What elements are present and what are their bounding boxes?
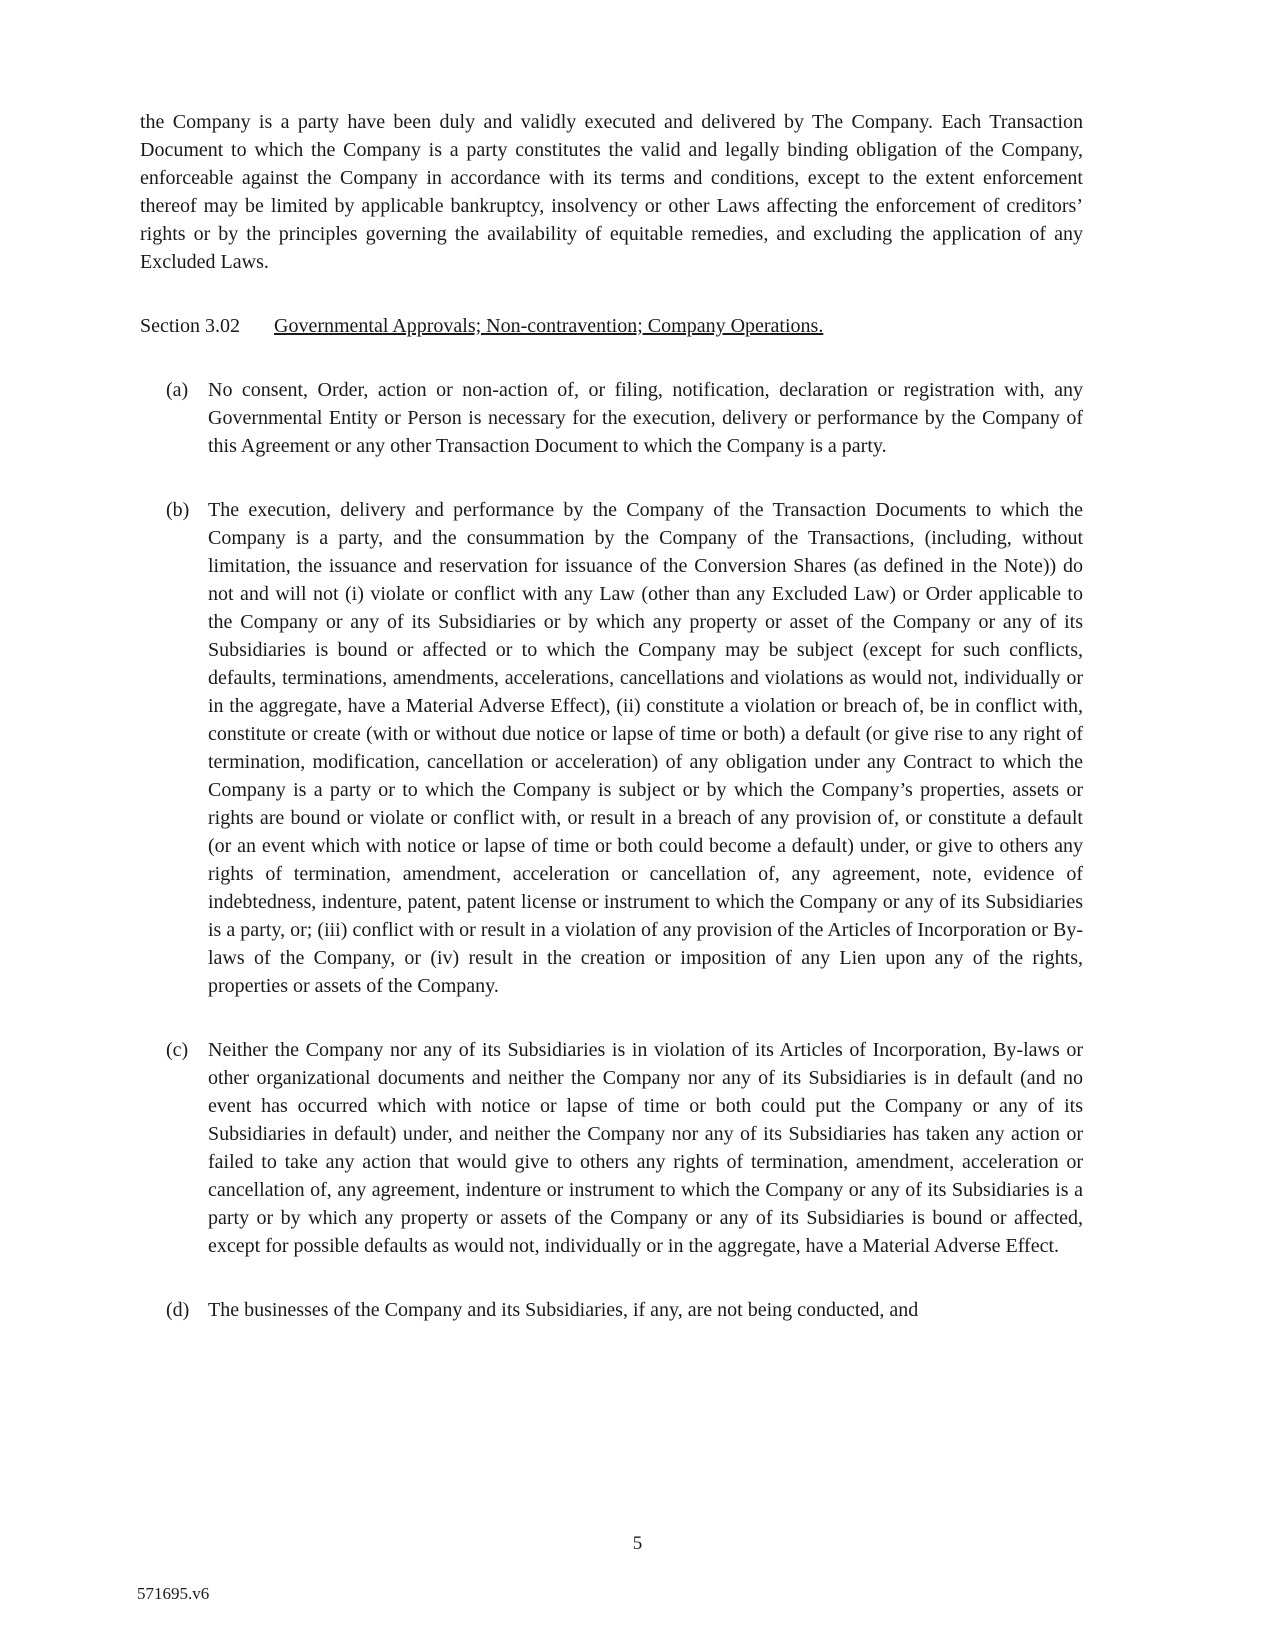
list-item-text: Neither the Company nor any of its Subsidiaries is in violation of its Articles of Incorporation, By-laws or other organizational documents and neither the Company nor any of its Subsidiaries is in default (and no event has occurred which with notice or lapse of time or both could put the Company or any of its Subsidiaries in default) under, and neither the Company nor any of its Subsidiaries has taken any action or failed to take any action that would give to others any rights of termination, amendment, acceleration or cancellation of, any agreement, indenture or instrument to which the Company or any of its Subsidiaries is a party or by which any property or assets of the Company or any of its Subsidiaries is bound or affected, except for possible defaults as would not, individually or in the aggregate, have a Material Adverse Effect. (208, 1039, 1083, 1257)
section-title: Governmental Approvals; Non-contravention; Company Operations. (274, 315, 824, 337)
page-number: 5 (632, 1533, 643, 1554)
list-item-text: The businesses of the Company and its Subsidiaries, if any, are not being conducted, and (208, 1299, 919, 1321)
section-number: Section 3.02 (140, 315, 240, 337)
list-item-text: No consent, Order, action or non-action of, or filing, notification, declaration or registration with, any Governmental Entity or Person is necessary for the execution, delivery or performance by the Company of this Agreement or any other Transaction Document to which the Company is a party. (208, 379, 1083, 457)
list-item-d (140, 1296, 1083, 1324)
intro-paragraph: the Company is a party have been duly and validly executed and delivered by The Company. Each Transaction Document to which the Company is a party constitutes the valid and legally binding obligation of the Company, enforceable against the Company in accordance with its terms and conditions, except to the extent enforcement thereof may be limited by applicable bankruptcy, insolvency or other Laws affecting the enforcement of creditors’ rights or by the principles governing the availability of equitable remedies, and excluding the application of any Excluded Laws. (140, 111, 1083, 273)
list-item-label: (d) (166, 1299, 190, 1321)
section-heading (140, 312, 1083, 340)
list-item-a (140, 376, 1083, 460)
list-item-label: (a) (166, 379, 189, 401)
list-item-label: (b) (166, 499, 190, 521)
list-item-b (140, 496, 1083, 1000)
list-item-c (140, 1036, 1083, 1260)
document-version-stamp: 571695.v6 (137, 1584, 210, 1603)
list-item-text: The execution, delivery and performance by the Company of the Transaction Documents to which the Company is a party, and the consummation by the Company of the Transactions, (including, without limitation, the issuance and reservation for issuance of the Conversion Shares (as defined in the Note)) do not and will not (i) violate or conflict with any Law (other than any Excluded Law) or Order applicable to the Company or any of its Subsidiaries or by which any property or asset of the Company or any of its Subsidiaries is bound or affected or to which the Company may be subject (except for such conflicts, defaults, terminations, amendments, accelerations, cancellations and violations as would not, individually or in the aggregate, have a Material Adverse Effect), (ii) constitute a violation or breach of, be in conflict with, constitute or create (with or without due notice or lapse of time or both) a default (or give rise to any right of termination, modification, cancellation or acceleration) of any obligation under any Contract to which the Company is a party or to which the Company is subject or by which the Company’s properties, assets or rights are bound or violate or conflict with, or result in a breach of any provision of, or constitute a default (or an event which with notice or lapse of time or both could become a default) under, or give to others any rights of termination, amendment, acceleration or cancellation of, any agreement, note, evidence of indebtedness, indenture, patent, patent license or instrument to which the Company or any of its Subsidiaries is a party, or; (iii) conflict with or result in a violation of any provision of the Articles of Incorporation or By-laws of the Company, or (iv) result in the creation or imposition of any Lien upon any of the rights, properties or assets of the Company. (208, 499, 1083, 997)
list-item-label: (c) (166, 1039, 189, 1061)
